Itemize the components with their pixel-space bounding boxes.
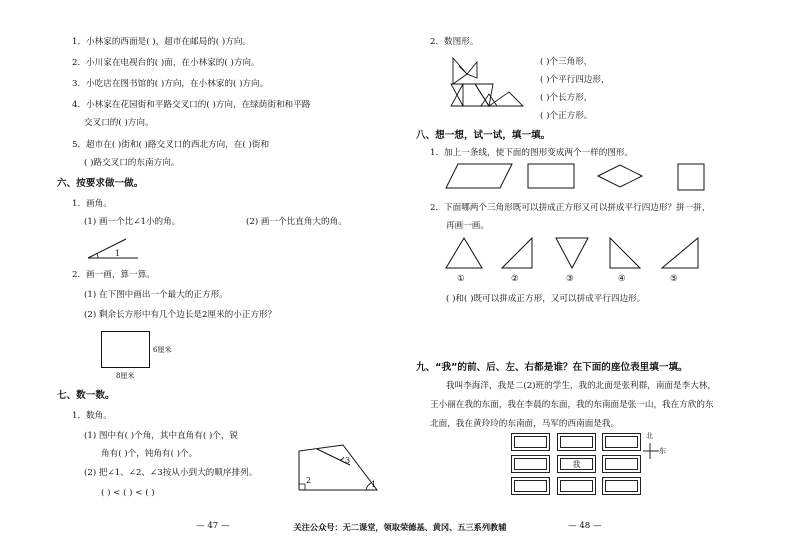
rhombus-shape <box>598 165 642 187</box>
triangle-1 <box>446 238 482 268</box>
seat-me[interactable] <box>557 455 596 473</box>
s7-part1: (1) 图中有( )个角，其中直角有( )个，锐 <box>84 431 239 441</box>
right-page <box>400 0 800 543</box>
rect-width-label: 8厘米 <box>116 372 135 380</box>
angle-1-label: 1 <box>115 249 121 258</box>
seat-r1-c3[interactable] <box>602 433 641 451</box>
q1-item1: 1．小林家的西面是( )，超市在邮局的( )方向。 <box>72 37 252 47</box>
q2-answer-a: ( )个三角形， <box>540 57 593 67</box>
seat-r3-c3[interactable] <box>602 477 641 495</box>
q1-item2: 2．小川家在电视台的( )面，在小林家的( )方向。 <box>72 58 260 68</box>
s9-line2: 王小丽在我的东面，我在李晨的东面，我的东南面是张一山，我在方欣的东 <box>430 400 714 410</box>
section-9-title: 九、“我”的前、后、左、右都是谁？在下面的座位表里填一填。 <box>416 362 688 373</box>
seat-r3-c1[interactable] <box>511 477 550 495</box>
section-7-title: 七、数一数。 <box>57 390 115 401</box>
q1-item4a: 4．小林家在花园街和平路交叉口的( )方向，在绿荫街和和平路 <box>72 100 311 110</box>
square-shape <box>678 164 704 190</box>
triangles-row <box>444 236 704 272</box>
s6-part3: (1) 在下图中画出一个最大的正方形。 <box>84 290 228 300</box>
parallelogram-shape <box>446 164 512 188</box>
s8-part2a: 2．下面哪两个三角形既可以拼成正方形又可以拼成平行四边形？拼一拼， <box>430 203 711 213</box>
s8-part1: 1．加上一条线，使下面的图形变成两个一样的图形。 <box>430 148 634 158</box>
seat-r2-c3[interactable] <box>602 455 641 473</box>
q2-answer-b: ( )个平行四边形， <box>540 75 610 85</box>
compass-east-label: 东 <box>659 447 666 455</box>
s7-sub1: 1．数角。 <box>72 411 112 421</box>
triangle-3-number: ③ <box>566 274 574 284</box>
rectangle-figure <box>101 331 151 369</box>
seat-r1-c2[interactable] <box>557 433 596 451</box>
rect-height-label: 6厘米 <box>153 346 172 354</box>
page-number-left: — 47 — <box>196 521 230 531</box>
triangle-3 <box>556 238 588 268</box>
s7-part2b: ( ) < ( ) < ( ) <box>101 488 155 498</box>
s6-part4: (2) 剩余长方形中有几个边长是2厘米的小正方形？ <box>84 310 277 320</box>
s9-line1: 我叫李海洋，我是二(2)班的学生，我的北面是张利群，南面是李大林， <box>446 381 716 391</box>
fig-angle-2-label: 2 <box>306 476 312 485</box>
q1-item3: 3．小吃店在图书馆的( )方向，在小林家的( )方向。 <box>72 79 269 89</box>
shapes-row-1 <box>444 162 744 192</box>
angle-1-figure <box>82 236 142 262</box>
q1-item5a: 5．超市在( )街和( )路交叉口的西北方向，在( )街和 <box>72 140 270 150</box>
s6-sub2: 2．画一画，算一算。 <box>72 270 155 280</box>
s6-part1: (1) 画一个比∠1小的角。 <box>84 217 181 227</box>
q2-answer-c: ( )个长方形， <box>540 93 593 103</box>
seat-r2-c1[interactable] <box>511 455 550 473</box>
triangle-4 <box>610 238 640 268</box>
triangle-4-number: ④ <box>618 274 626 284</box>
s8-answer: ( )和( )既可以拼成正方形，又可以拼成平行四边形。 <box>446 294 646 304</box>
compass-north-label: 北 <box>646 432 653 440</box>
s7-part1b: 角有( )个，钝角有( )个。 <box>101 449 198 459</box>
triangle-2 <box>502 238 532 268</box>
triangle-2-number: ② <box>511 274 519 284</box>
seat-me-label: 我 <box>560 458 593 470</box>
tangram-figure <box>445 54 527 108</box>
q1-item4b: 交叉口的( )方向。 <box>84 118 154 128</box>
triangle-5-number: ⑤ <box>670 274 678 284</box>
rectangle-shape <box>528 164 574 188</box>
s9-line3: 北面，我在黄玲玲的东南面，马军的西南面是我。 <box>430 419 620 429</box>
triangle-1-number: ① <box>457 274 465 284</box>
fig-angle-1-label: 1 <box>371 480 377 489</box>
footer-note: 关注公众号：无二课堂，领取荣德基、黄冈、五三系列教辅 <box>293 522 507 532</box>
q2-answer-d: ( )个正方形。 <box>540 111 593 121</box>
s8-part2b: 再画一画。 <box>446 221 489 231</box>
seat-r3-c2[interactable] <box>557 477 596 495</box>
q1-item5b: ( )路交叉口的东南方向。 <box>84 158 180 168</box>
section-8-title: 八、想一想，试一试，填一填。 <box>416 130 551 141</box>
fig-angle-3-label: 3 <box>345 456 351 465</box>
triangle-5 <box>662 238 698 268</box>
q2-title: 2．数图形。 <box>430 37 479 47</box>
section-6-title: 六、按要求做一做。 <box>57 178 144 189</box>
s6-sub1: 1．画角。 <box>72 199 112 209</box>
seat-r1-c1[interactable] <box>511 433 550 451</box>
s7-part2: (2) 把∠1、∠2、∠3按从小到大的顺序排列。 <box>84 468 258 478</box>
page-number-right: — 48 — <box>568 521 602 531</box>
s6-part2: (2) 画一个比直角大的角。 <box>246 217 347 227</box>
